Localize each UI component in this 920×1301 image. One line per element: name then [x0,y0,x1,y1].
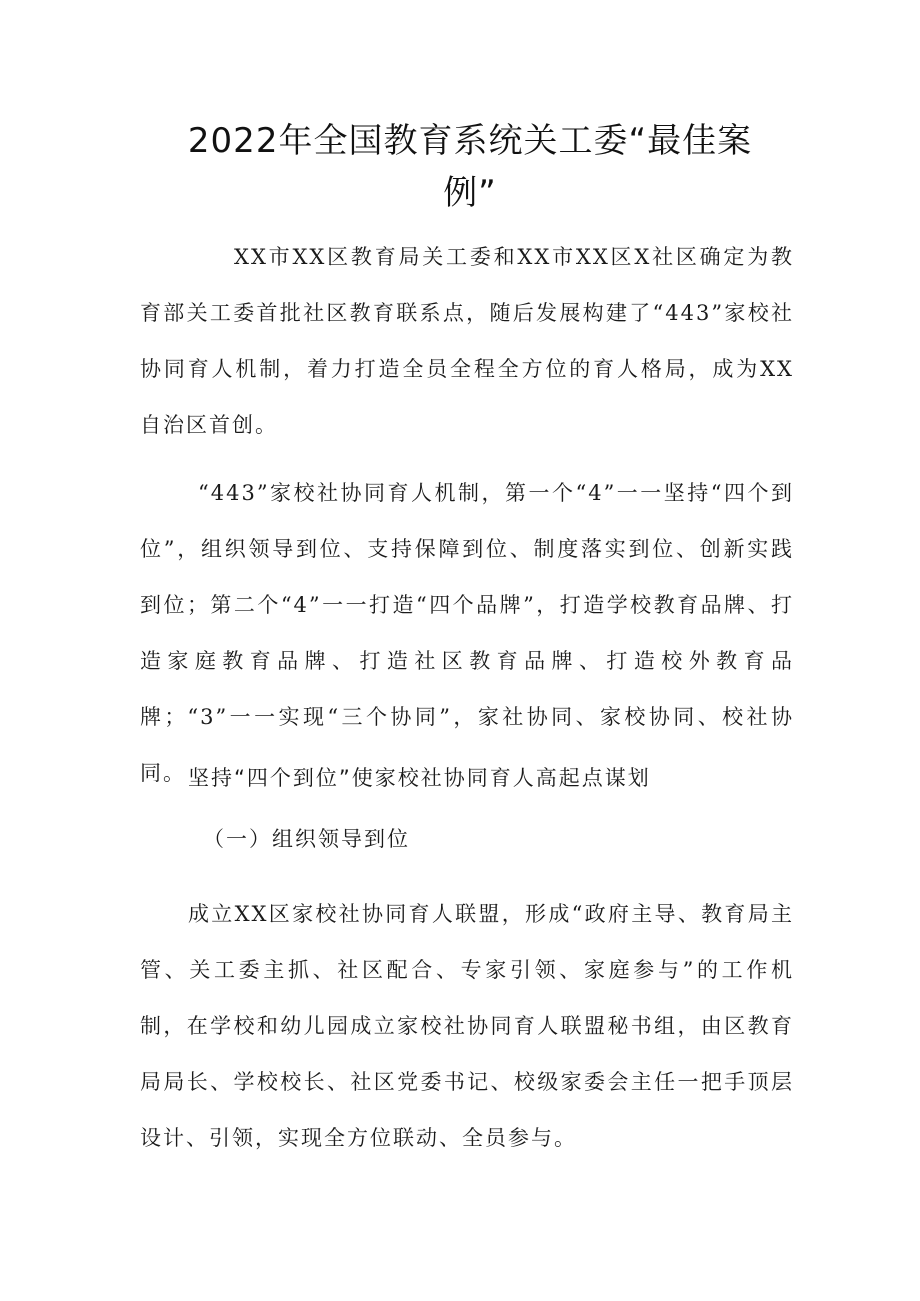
mechanism-paragraph: “443”家校社协同育人机制，第一个“4”一一坚持“四个到位”，组织领导到位、支持保障到位、制度落实到位、创新实践到位；第二个“4”一一打造“四个品牌”，打造学校教育品牌、打造家庭教育品牌、打造社区教育品牌、打造校外教育品牌；“3”一一实现“三个协同”，家社协同、家校协同、校社协同。 [140,481,794,785]
organization-paragraph: 成立XX区家校社协同育人联盟，形成“政府主导、教育局主管、关工委主抓、社区配合、专家引领、家庭参与”的工作机制，在学校和幼儿园成立家校社协同育人联盟秘书组，由区教育局局长、学校校长、社区党委书记、校级家委会主任一把手顶层设计、引领，实现全方位联动、全员参与。 [140,902,794,1150]
document-title-line-2: 例” [443,173,497,213]
intro-paragraph: XX市XX区教育局关工委和XX市XX区X社区确定为教育部关工委首批社区教育联系点，随后发展构建了“443”家校社协同育人机制，着力打造全员全程全方位的育人格局，成为XX自治区首创。 [140,245,794,437]
subsection-heading: （一）组织领导到位 [203,827,410,851]
section-heading: 坚持“四个到位”使家校社协同育人高起点谋划 [188,766,651,790]
document-title-line-1: 2022年全国教育系统关工委“最佳案 [187,121,753,161]
